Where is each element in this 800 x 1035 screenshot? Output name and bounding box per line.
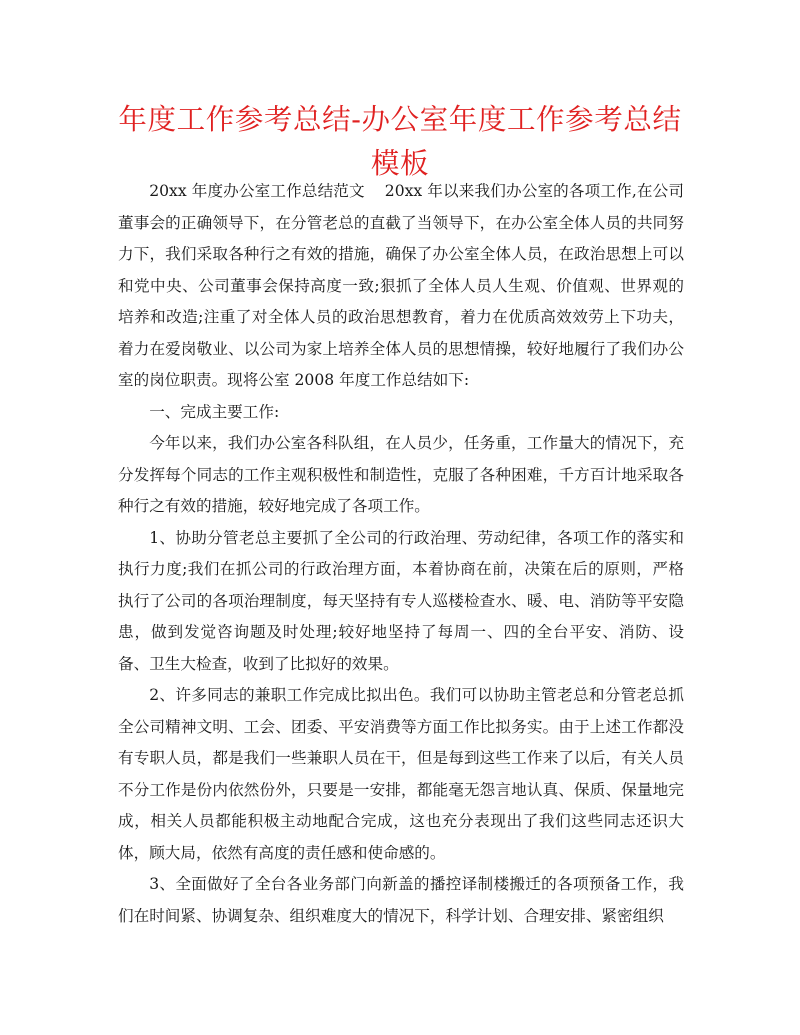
intro-lead-text: 20xx 年度办公室工作总结范文 [149,182,365,200]
document-body [118,176,684,932]
section-heading: 一、完成主要工作: [149,402,280,421]
paragraph: 今年以来，我们办公室各科队组，在人员少，任务重，工作量大的情况下，充分发挥每个同志的工作主观积极性和制造性，克服了各种困难，千方百计地采取各种行之有效的措施，较好地完成了各项工作。 [118,434,684,515]
document-title: 年度工作参考总结-办公室年度工作参考总结模板 [118,103,682,180]
intro-body-text: 20xx 年以来我们办公室的各项工作,在公司董事会的正确领导下，在分管老总的直截了当领导下，在办公室全体人员的共同努力下，我们采取各种行之有效的措施，确保了办公室全体人员，在政治思想上可以和党中央、公司董事会保持高度一致;狠抓了全体人员人生观、价值观、世界观的培养和改造;注重了对全体人员的政治思想教育，着力在优质高效效劳上下功夫，着力在爱岗敬业、以公司为家上培养全体人员的思想情操，较好地履行了我们办公室的岗位职责。现将公室 2008 年度工作总结如下: [118,182,684,389]
paragraph-item-1: 1、协助分管老总主要抓了全公司的行政治理、劳动纪律，各项工作的落实和执行力度;我们在抓公司的行政治理方面，本着协商在前，决策在后的原则，严格执行了公司的各项治理制度，每天坚持有专人巡楼检查水、暖、电、消防等平安隐患，做到发觉咨询题及时处理;较好地坚持了每周一、四的全台平安、消防、设备、卫生大检查，收到了比拟好的效果。 [118,528,684,673]
paragraph-item-2: 2、许多同志的兼职工作完成比拟出色。我们可以协助主管老总和分管老总抓全公司精神文明、工会、团委、平安消费等方面工作比拟务实。由于上述工作都没有专职人员，都是我们一些兼职人员在干，但是每到这些工作来了以后，有关人员不分工作是份内依然份外，只要是一安排，都能毫无怨言地认真、保质、保量地完成，相关人员都能积极主动地配合完成，这也充分表现出了我们这些同志还识大体，顾大局，依然有高度的责任感和使命感的。 [118,686,684,862]
paragraph-intro [118,176,684,397]
paragraph-item-3: 3、全面做好了全台各业务部门向新盖的播控译制楼搬迁的各项预备工作，我们在时间紧、协调复杂、组织难度大的情况下，科学计划、合理安排、紧密组织 [118,875,684,925]
